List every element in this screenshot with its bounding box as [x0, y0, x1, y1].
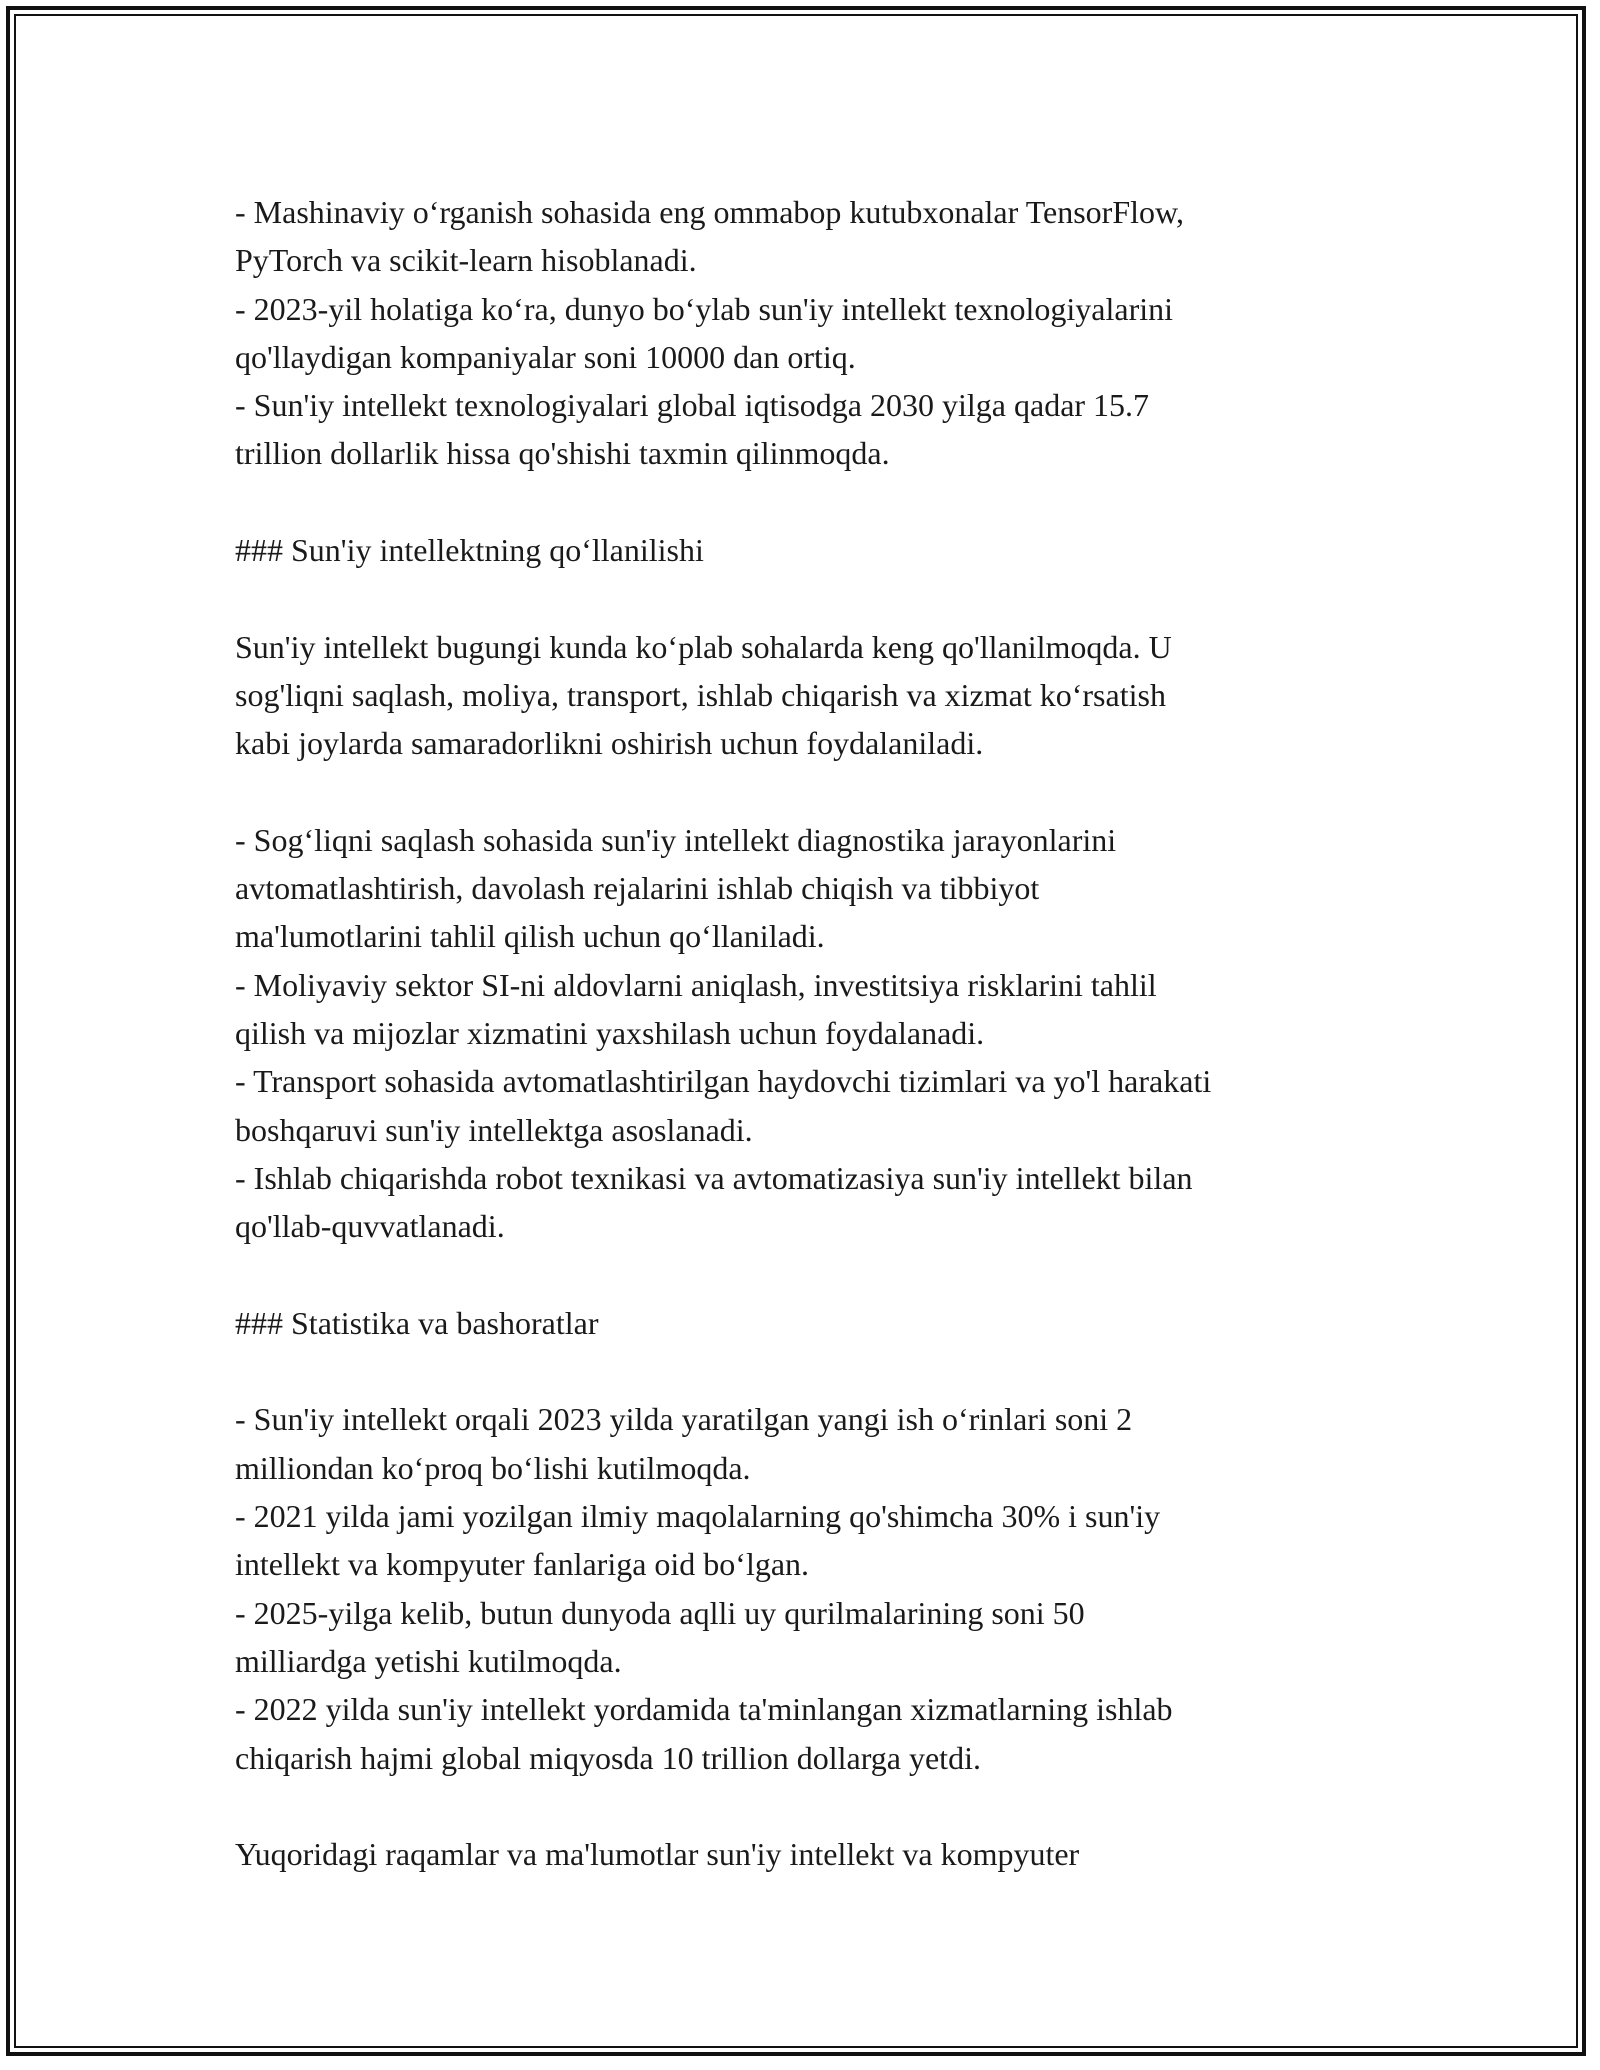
- text-line: chiqarish hajmi global miqyosda 10 trillion dollarga yetdi.: [235, 1739, 981, 1776]
- text-line: avtomatlashtirish, davolash rejalarini ishlab chiqish va tibbiyot: [235, 870, 1040, 907]
- text-line: - Transport sohasida avtomatlashtirilgan haydovchi tizimlari va yo'l harakati: [235, 1063, 1212, 1100]
- blank-line: [235, 478, 1375, 526]
- blank-line: [235, 1347, 1375, 1395]
- text-line: qo'llab-quvvatlanadi.: [235, 1208, 505, 1245]
- text-line: - Sog‘liqni saqlash sohasida sun'iy intellekt diagnostika jarayonlarini: [235, 821, 1117, 858]
- text-line: boshqaruvi sun'iy intellektga asoslanadi.: [235, 1111, 753, 1148]
- text-line: intellekt va kompyuter fanlariga oid bo‘lgan.: [235, 1546, 810, 1583]
- text-line: kabi joylarda samaradorlikni oshirish uchun foydalaniladi.: [235, 725, 984, 762]
- section-heading: ### Sun'iy intellektning qo‘llanilishi: [235, 532, 704, 569]
- blank-line: [235, 574, 1375, 622]
- text-line: - 2022 yilda sun'iy intellekt yordamida ta'minlangan xizmatlarning ishlab: [235, 1691, 1173, 1728]
- text-line: qilish va mijozlar xizmatini yaxshilash uchun foydalanadi.: [235, 1015, 985, 1052]
- blank-line: [235, 1251, 1375, 1299]
- text-line: ma'lumotlarini tahlil qilish uchun qo‘llaniladi.: [235, 918, 825, 955]
- text-line: PyTorch va scikit-learn hisoblanadi.: [235, 242, 697, 279]
- text-line: - 2023-yil holatiga ko‘ra, dunyo bo‘ylab sun'iy intellekt texnologiyalarini: [235, 290, 1174, 327]
- text-line: - 2021 yilda jami yozilgan ilmiy maqolalarning qo'shimcha 30% i sun'iy: [235, 1498, 1161, 1535]
- text-line: qo'llaydigan kompaniyalar soni 10000 dan ortiq.: [235, 338, 856, 375]
- text-line: - Sun'iy intellekt orqali 2023 yilda yaratilgan yangi ish o‘rinlari soni 2: [235, 1401, 1133, 1438]
- text-line: Yuqoridagi raqamlar va ma'lumotlar sun'iy intellekt va kompyuter: [235, 1836, 1080, 1873]
- text-line: Sun'iy intellekt bugungi kunda ko‘plab sohalarda keng qo'llanilmoqda. U: [235, 628, 1172, 665]
- text-line: milliardga yetishi kutilmoqda.: [235, 1642, 622, 1679]
- document-body: [235, 188, 1375, 1878]
- text-line: - Moliyaviy sektor SI-ni aldovlarni aniqlash, investitsiya risklarini tahlil: [235, 966, 1157, 1003]
- text-line: - Sun'iy intellekt texnologiyalari global iqtisodga 2030 yilga qadar 15.7: [235, 387, 1150, 424]
- text-line: trillion dollarlik hissa qo'shishi taxmin qilinmoqda.: [235, 435, 890, 472]
- text-line: milliondan ko‘proq bo‘lishi kutilmoqda.: [235, 1449, 751, 1486]
- section-heading: ### Statistika va bashoratlar: [235, 1304, 599, 1341]
- text-line: - 2025-yilga kelib, butun dunyoda aqlli uy qurilmalarining soni 50: [235, 1594, 1085, 1631]
- text-line: sog'liqni saqlash, moliya, transport, ishlab chiqarish va xizmat ko‘rsatish: [235, 676, 1166, 713]
- blank-line: [235, 768, 1375, 816]
- text-line: - Mashinaviy o‘rganish sohasida eng ommabop kutubxonalar TensorFlow,: [235, 194, 1185, 230]
- blank-line: [235, 1782, 1375, 1830]
- text-line: - Ishlab chiqarishda robot texnikasi va avtomatizasiya sun'iy intellekt bilan: [235, 1159, 1193, 1196]
